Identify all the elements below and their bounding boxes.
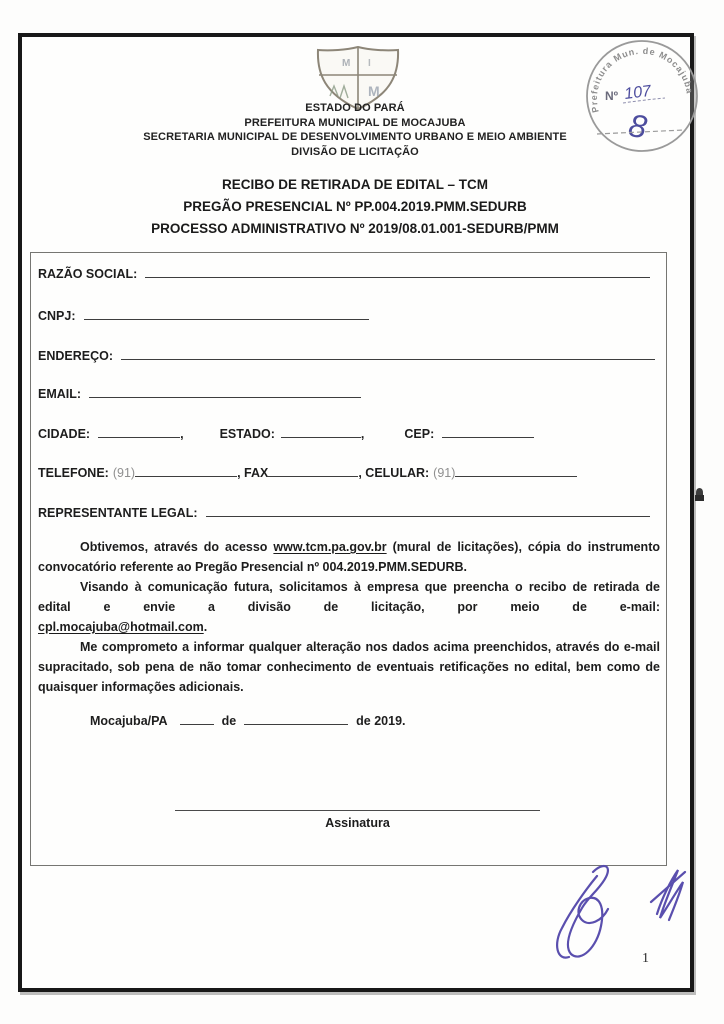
email-blank-line — [89, 386, 361, 398]
comma-separator: , — [180, 427, 184, 441]
email-period: . — [203, 620, 208, 634]
celular-label: , CELULAR: — [358, 466, 430, 480]
endereco-blank-line — [121, 348, 655, 360]
stamp-number-handwritten: 107 — [623, 82, 652, 103]
date-city: Mocajuba/PA — [90, 714, 168, 728]
letterhead — [62, 101, 648, 159]
cep-label: CEP: — [404, 427, 435, 441]
email-label: EMAIL: — [38, 387, 82, 401]
scan-artifact-mark — [694, 487, 705, 502]
field-endereco — [38, 348, 655, 363]
page-number: 1 — [642, 951, 649, 966]
representante-label: REPRESENTANTE LEGAL: — [38, 506, 198, 520]
svg-text:M: M — [368, 83, 380, 99]
document-title — [62, 174, 648, 240]
signature-line — [175, 810, 540, 811]
date-line — [90, 713, 406, 728]
cidade-blank-line — [98, 426, 180, 438]
tcm-url-text: www.tcm.pa.gov.br — [273, 540, 387, 554]
field-cnpj — [38, 308, 369, 323]
razao-social-blank-line — [145, 266, 650, 278]
cep-blank-line — [442, 426, 534, 438]
cidade-label: CIDADE: — [38, 427, 91, 441]
paragraph-visando: Visando à comunicação futura, solicitamos à empresa que preencha o recibo de retirada de edital e envie a divisão de licitação, por meio de e-mail: — [38, 580, 660, 614]
celular-area-code: (91) — [433, 466, 456, 480]
signature-block — [175, 810, 540, 830]
letterhead-line-secretaria: SECRETARIA MUNICIPAL DE DESENVOLVIMENTO URBANO E MEIO AMBIENTE — [143, 131, 567, 144]
field-email — [38, 386, 361, 401]
paragraph-obtivemos — [38, 537, 660, 577]
celular-blank-line — [455, 465, 577, 477]
letterhead-line-state: ESTADO DO PARÁ — [305, 102, 405, 114]
paragraph-comprometo: Me comprometo a informar qualquer alteração nos dados acima preenchidos, através do e-mail supracitado, sob pena de não tomar conhecimento de eventuais retificações no edital, bem como de quaisquer informações adicionais. — [38, 640, 660, 694]
p1-text-after: (mural de licitações), cópia do instrumento convocatório referente ao Pregão Presencial nº 004.2019.PMM.SEDURB. — [38, 540, 660, 574]
cpl-email-text: cpl.mocajuba@hotmail.com — [38, 620, 204, 634]
telefone-area-code: (91) — [112, 466, 136, 480]
stamp-arc-text: Prefeitura Mun. de Mocajuba — [588, 45, 695, 114]
title-processo: PROCESSO ADMINISTRATIVO Nº 2019/08.01.001-SEDURB/PMM — [151, 221, 559, 236]
handwritten-signatures — [545, 858, 700, 976]
fax-blank-line — [268, 465, 358, 477]
estado-blank-line — [281, 426, 361, 438]
signature-initials-right — [651, 870, 685, 920]
razao-social-label: RAZÃO SOCIAL: — [38, 267, 138, 281]
date-day-blank — [180, 713, 214, 725]
letterhead-line-divisao: DIVISÃO DE LICITAÇÃO — [291, 145, 419, 158]
field-cidade-estado-cep — [38, 426, 534, 441]
telefone-blank-line — [135, 465, 237, 477]
endereco-label: ENDEREÇO: — [38, 349, 114, 363]
body-paragraphs — [38, 537, 660, 697]
estado-label: ESTADO: — [219, 427, 275, 441]
field-telefone-fax-celular — [38, 465, 577, 480]
title-pregao: PREGÃO PRESENCIAL Nº PP.004.2019.PMM.SEDURB — [183, 199, 527, 214]
date-month-blank — [244, 713, 348, 725]
signature-label: Assinatura — [325, 816, 390, 830]
cnpj-label: CNPJ: — [38, 309, 76, 323]
title-recibo: RECIBO DE RETIRADA DE EDITAL – TCM — [221, 177, 488, 192]
cnpj-blank-line — [84, 308, 369, 320]
stamp-number-label: Nº — [605, 89, 619, 103]
date-de: de — [221, 714, 237, 728]
field-representante-legal — [38, 505, 650, 520]
stamp-secondary-handwritten: 8 — [626, 106, 650, 146]
paragraph-email-line — [38, 617, 660, 637]
telefone-label: TELEFONE: — [38, 466, 109, 480]
p1-text-before: Obtivemos, através do acesso — [80, 540, 274, 554]
comma-separator: , — [360, 427, 365, 441]
signature-initials-left — [557, 866, 608, 958]
svg-text:M: M — [342, 58, 351, 69]
svg-text:I: I — [368, 58, 371, 69]
representante-blank-line — [206, 505, 651, 517]
field-razao-social — [38, 266, 650, 281]
letterhead-line-prefeitura: PREFEITURA MUNICIPAL DE MOCAJUBA — [244, 116, 466, 129]
date-year: de 2019. — [356, 714, 406, 728]
fax-label: , FAX — [237, 466, 269, 480]
